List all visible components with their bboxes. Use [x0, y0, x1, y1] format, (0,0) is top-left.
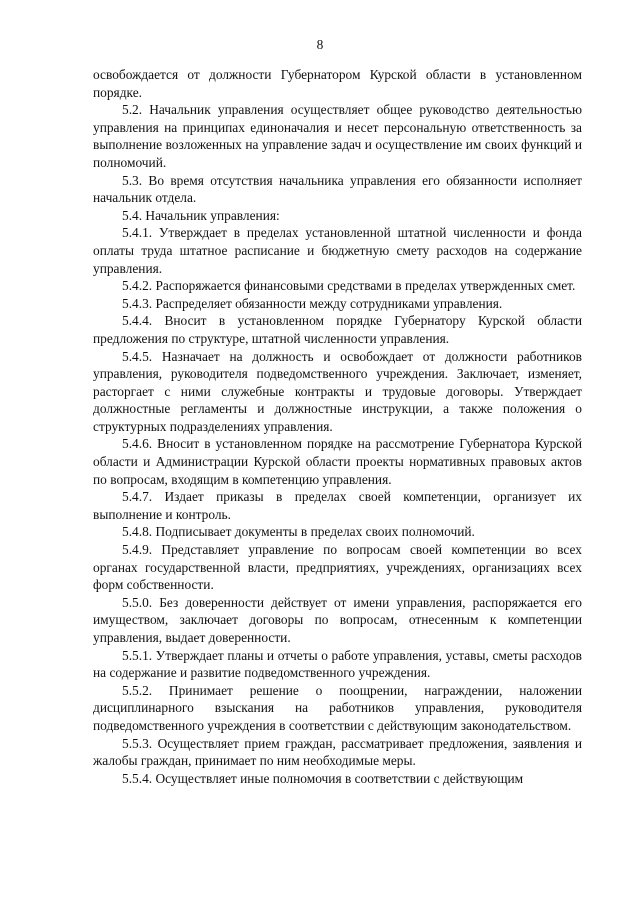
- paragraph: 5.4.1. Утверждает в пределах установленной штатной численности и фонда оплаты труда штатное расписание и бюджетную смету расходов на содержание управления.: [93, 225, 582, 276]
- page-number: 8: [316, 37, 324, 52]
- paragraph: 5.5.0. Без доверенности действует от имени управления, распоряжается его имуществом, заключает договоры по вопросам, отнесенным к компетенции управления, выдает доверенности.: [93, 594, 582, 645]
- paragraph: 5.4.5. Назначает на должность и освобождает от должности работников управления, руководителя подведомственного учреждения. Заключает, изменяет, расторгает с ними служебные контракты и трудовые договоры. Утверждает должностные регламенты и должностные инструкции, а также положения о структурных подразделениях управления.: [93, 348, 582, 434]
- paragraph: 5.4. Начальник управления:: [122, 207, 280, 223]
- paragraph: 5.5.2. Принимает решение о поощрении, награждении, наложении дисциплинарного взыскания на работников управления, руководителя подведомственного учреждения в соответствии с действующим законодательством.: [93, 682, 582, 733]
- paragraph: освобождается от должности Губернатором Курской области в установленном порядке.: [93, 67, 582, 100]
- paragraph: 5.4.3. Распределяет обязанности между сотрудниками управления.: [122, 295, 503, 311]
- document-body: [93, 66, 582, 787]
- paragraph: 5.4.9. Представляет управление по вопросам своей компетенции во всех органах государственной власти, предприятиях, учреждениях, организациях всех форм собственности.: [93, 542, 582, 593]
- paragraph: 5.4.8. Подписывает документы в пределах своих полномочий.: [122, 524, 475, 540]
- paragraph: 5.2. Начальник управления осуществляет общее руководство деятельностью управления на принципах единоначалия и несет персональную ответственность за выполнение возложенных на управление задач и осуществление им своих функций и полномочий.: [93, 102, 582, 170]
- paragraph: 5.5.3. Осуществляет прием граждан, рассматривает предложения, заявления и жалобы граждан, принимает по ним необходимые меры.: [93, 735, 582, 769]
- paragraph: 5.5.1. Утверждает планы и отчеты о работе управления, уставы, сметы расходов на содержание и развитие подведомственного учреждения.: [93, 647, 582, 681]
- paragraph: 5.4.4. Вносит в установленном порядке Губернатору Курской области предложения по структуре, штатной численности управления.: [93, 313, 582, 346]
- paragraph: 5.4.7. Издает приказы в пределах своей компетенции, организует их выполнение и контроль.: [93, 489, 582, 522]
- paragraph: 5.5.4. Осуществляет иные полномочия в соответствии с действующим: [122, 770, 524, 786]
- paragraph: 5.4.6. Вносит в установленном порядке на рассмотрение Губернатора Курской области и Администрации Курской области проекты нормативных правовых актов по вопросам, входящим в компетенцию управления.: [93, 436, 582, 487]
- paragraph: 5.3. Во время отсутствия начальника управления его обязанности исполняет начальник отдела.: [93, 172, 582, 206]
- paragraph: 5.4.2. Распоряжается финансовыми средствами в пределах утвержденных смет.: [122, 278, 576, 294]
